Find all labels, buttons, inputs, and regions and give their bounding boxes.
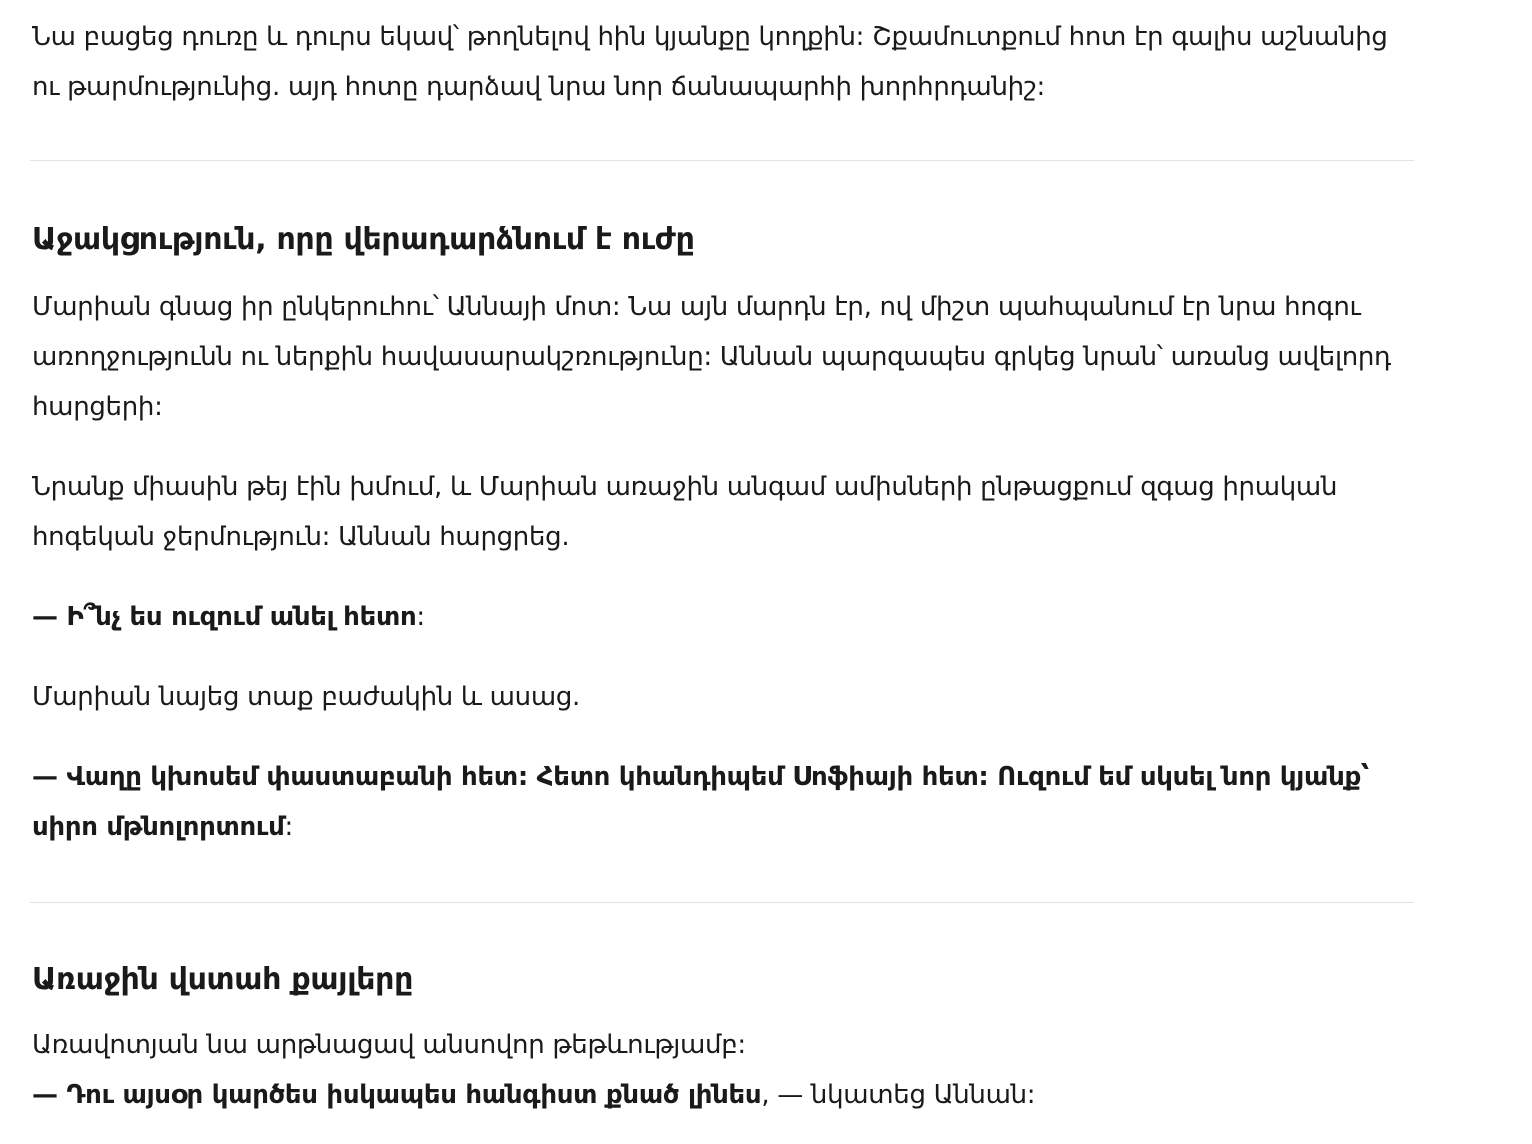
dialogue-question-end: : — [416, 602, 425, 632]
paragraph-morning: Առավոտյան նա արթնացավ անսովոր թեթևությամբ: — [32, 1030, 746, 1060]
paragraph-visit-anna: Մարիան գնաց իր ընկերուհու՝ Աննայի մոտ: Նա այն մարդն էր, ով միշտ պահպանում էր նրա հոգու առողջությունն ու ներքին հավասարակշռությունը: Աննան պարզապես գրկեց նրան՝ առանց ավելորդ հարցերի: — [32, 292, 1392, 422]
dialogue-answer-end: : — [284, 812, 293, 842]
dialogue-answer-bold: — Վաղը կխոսեմ փաստաբանի հետ: Հետո կհանդիպեմ Սոֆիայի հետ: Ուզում եմ սկսել նոր կյանք՝ սիրո մթնոլորտում — [32, 762, 1369, 842]
dialogue-answer — [32, 752, 1414, 852]
dialogue-anna-remark-bold: — Դու այսօր կարծես իսկապես հանգիստ քնած լինես — [32, 1080, 762, 1110]
dialogue-question — [32, 592, 1414, 642]
section-divider — [30, 160, 1414, 161]
dialogue-anna-remark-end: , — նկատեց Աննան: — [761, 1080, 1036, 1110]
section-heading-first-steps: Առաջին վստահ քայլերը — [32, 962, 414, 997]
dialogue-anna-remark — [32, 1070, 1414, 1120]
paragraph-looked-at-cup: Մարիան նայեց տաք բաժակին և ասաց. — [32, 682, 581, 712]
section-divider — [30, 902, 1414, 903]
intro-paragraph: Նա բացեց դուռը և դուրս եկավ՝ թողնելով հին կյանքը կողքին: Շքամուտքում հոտ էր գալիս աշնանից ու թարմությունից. այդ հոտը դարձավ նրա նոր ճանապարհի խորհրդանիշ: — [32, 22, 1388, 102]
dialogue-question-bold: — Ի՞նչ ես ուզում անել հետո — [32, 602, 417, 632]
article — [0, 12, 1414, 1120]
paragraph-tea: Նրանք միասին թեյ էին խմում, և Մարիան առաջին անգամ ամիսների ընթացքում զգաց իրական հոգեկան ջերմություն: Աննան հարցրեց. — [32, 472, 1338, 552]
section-heading-support: Աջակցություն, որը վերադարձնում է ուժը — [32, 222, 695, 257]
